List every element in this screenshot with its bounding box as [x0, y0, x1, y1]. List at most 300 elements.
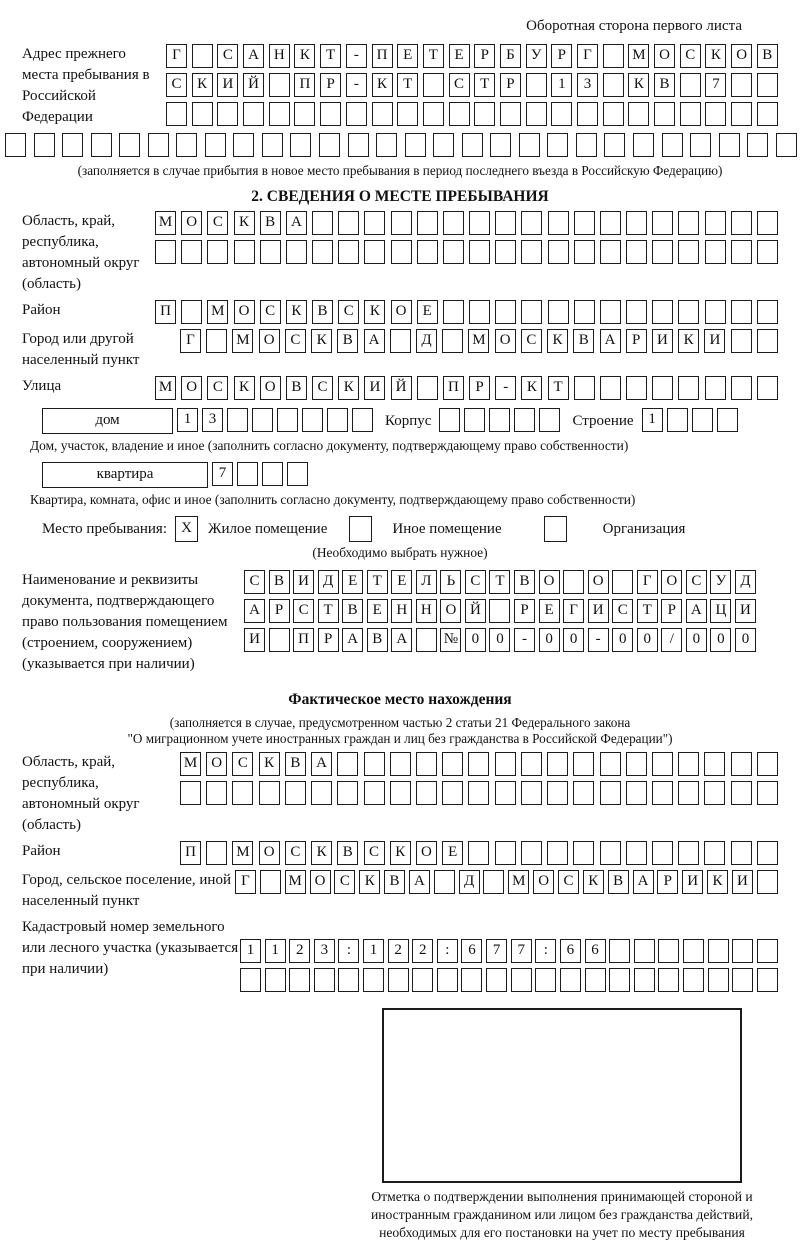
char-cell[interactable]	[692, 408, 713, 432]
char-cell[interactable]	[462, 133, 483, 157]
char-cell[interactable]	[234, 240, 255, 264]
char-cell[interactable]	[652, 211, 673, 235]
char-cell[interactable]: Г	[637, 570, 658, 594]
char-cell[interactable]	[705, 376, 726, 400]
char-cell[interactable]	[573, 752, 594, 776]
char-cell[interactable]	[437, 968, 458, 992]
char-cell[interactable]	[442, 752, 463, 776]
char-cell[interactable]	[363, 968, 384, 992]
char-cell[interactable]	[469, 211, 490, 235]
char-cell[interactable]: О	[206, 752, 227, 776]
char-cell[interactable]: №	[440, 628, 461, 652]
char-cell[interactable]: 7	[705, 73, 726, 97]
char-cell[interactable]: В	[342, 599, 363, 623]
char-cell[interactable]	[680, 102, 701, 126]
char-cell[interactable]	[405, 133, 426, 157]
char-cell[interactable]	[563, 570, 584, 594]
char-cell[interactable]	[600, 300, 621, 324]
char-cell[interactable]	[180, 781, 201, 805]
char-cell[interactable]: Т	[474, 73, 495, 97]
char-cell[interactable]: А	[342, 628, 363, 652]
char-cell[interactable]	[352, 408, 373, 432]
char-cell[interactable]	[442, 781, 463, 805]
char-cell[interactable]	[192, 102, 213, 126]
char-cell[interactable]	[705, 240, 726, 264]
char-cell[interactable]: 2	[412, 939, 433, 963]
char-cell[interactable]: 3	[577, 73, 598, 97]
char-cell[interactable]: У	[526, 44, 547, 68]
char-cell[interactable]: П	[372, 44, 393, 68]
char-cell[interactable]	[495, 300, 516, 324]
char-cell[interactable]: В	[269, 570, 290, 594]
char-cell[interactable]: М	[155, 376, 176, 400]
char-cell[interactable]: О	[588, 570, 609, 594]
char-cell[interactable]	[652, 240, 673, 264]
char-cell[interactable]: С	[207, 376, 228, 400]
checkbox-other-premises[interactable]	[349, 516, 372, 542]
char-cell[interactable]	[633, 133, 654, 157]
char-cell[interactable]	[535, 968, 556, 992]
char-cell[interactable]	[495, 211, 516, 235]
char-cell[interactable]: И	[735, 599, 756, 623]
char-cell[interactable]	[526, 73, 547, 97]
char-cell[interactable]	[731, 329, 752, 353]
char-cell[interactable]	[626, 376, 647, 400]
char-cell[interactable]: Й	[243, 73, 264, 97]
char-cell[interactable]: В	[757, 44, 778, 68]
char-cell[interactable]	[612, 570, 633, 594]
char-cell[interactable]	[683, 968, 704, 992]
char-cell[interactable]: Й	[465, 599, 486, 623]
char-cell[interactable]	[91, 133, 112, 157]
char-cell[interactable]: 1	[551, 73, 572, 97]
char-cell[interactable]	[662, 133, 683, 157]
char-cell[interactable]: Г	[235, 870, 256, 894]
char-cell[interactable]	[390, 781, 411, 805]
char-cell[interactable]: Д	[459, 870, 480, 894]
char-cell[interactable]	[433, 133, 454, 157]
char-cell[interactable]	[626, 211, 647, 235]
char-cell[interactable]	[708, 968, 729, 992]
char-cell[interactable]: -	[495, 376, 516, 400]
char-cell[interactable]: К	[338, 376, 359, 400]
char-cell[interactable]	[757, 240, 778, 264]
char-cell[interactable]	[757, 939, 778, 963]
char-cell[interactable]	[364, 752, 385, 776]
char-cell[interactable]: К	[364, 300, 385, 324]
char-cell[interactable]	[603, 102, 624, 126]
char-cell[interactable]: А	[391, 628, 412, 652]
char-cell[interactable]	[416, 628, 437, 652]
char-cell[interactable]	[521, 211, 542, 235]
char-cell[interactable]	[469, 300, 490, 324]
char-cell[interactable]: П	[180, 841, 201, 865]
char-cell[interactable]: О	[181, 376, 202, 400]
char-cell[interactable]: М	[508, 870, 529, 894]
char-cell[interactable]: А	[311, 752, 332, 776]
char-cell[interactable]	[495, 781, 516, 805]
char-cell[interactable]: О	[539, 570, 560, 594]
char-cell[interactable]: К	[390, 841, 411, 865]
char-cell[interactable]: Д	[318, 570, 339, 594]
char-cell[interactable]	[449, 102, 470, 126]
char-cell[interactable]	[667, 408, 688, 432]
char-cell[interactable]: М	[285, 870, 306, 894]
char-cell[interactable]	[600, 211, 621, 235]
char-cell[interactable]: Г	[166, 44, 187, 68]
char-cell[interactable]	[259, 781, 280, 805]
char-cell[interactable]	[603, 44, 624, 68]
char-cell[interactable]: 0	[465, 628, 486, 652]
char-cell[interactable]	[654, 102, 675, 126]
char-cell[interactable]	[585, 968, 606, 992]
char-cell[interactable]: Т	[548, 376, 569, 400]
char-cell[interactable]: М	[180, 752, 201, 776]
char-cell[interactable]	[364, 781, 385, 805]
char-cell[interactable]	[346, 102, 367, 126]
char-cell[interactable]: М	[207, 300, 228, 324]
char-cell[interactable]: 7	[212, 462, 233, 486]
char-cell[interactable]	[757, 781, 778, 805]
char-cell[interactable]	[526, 102, 547, 126]
char-cell[interactable]	[652, 376, 673, 400]
char-cell[interactable]	[609, 968, 630, 992]
char-cell[interactable]: С	[338, 300, 359, 324]
char-cell[interactable]: 2	[388, 939, 409, 963]
char-cell[interactable]	[574, 240, 595, 264]
char-cell[interactable]: 1	[240, 939, 261, 963]
char-cell[interactable]	[521, 752, 542, 776]
char-cell[interactable]: И	[704, 329, 725, 353]
char-cell[interactable]	[747, 133, 768, 157]
char-cell[interactable]	[678, 781, 699, 805]
char-cell[interactable]: С	[312, 376, 333, 400]
char-cell[interactable]: И	[588, 599, 609, 623]
char-cell[interactable]	[603, 73, 624, 97]
char-cell[interactable]: С	[612, 599, 633, 623]
char-cell[interactable]	[240, 968, 261, 992]
char-cell[interactable]: 1	[265, 939, 286, 963]
char-cell[interactable]: К	[234, 376, 255, 400]
char-cell[interactable]: О	[440, 599, 461, 623]
char-cell[interactable]: Р	[657, 870, 678, 894]
char-cell[interactable]: В	[337, 841, 358, 865]
char-cell[interactable]: Н	[391, 599, 412, 623]
char-cell[interactable]: В	[573, 329, 594, 353]
char-cell[interactable]: С	[686, 570, 707, 594]
char-cell[interactable]	[327, 408, 348, 432]
char-cell[interactable]: В	[367, 628, 388, 652]
char-cell[interactable]	[338, 240, 359, 264]
char-cell[interactable]: В	[514, 570, 535, 594]
char-cell[interactable]	[500, 102, 521, 126]
char-cell[interactable]	[464, 408, 485, 432]
char-cell[interactable]	[574, 376, 595, 400]
char-cell[interactable]	[388, 968, 409, 992]
char-cell[interactable]	[232, 781, 253, 805]
char-cell[interactable]	[776, 133, 797, 157]
char-cell[interactable]: В	[384, 870, 405, 894]
char-cell[interactable]	[483, 870, 504, 894]
char-cell[interactable]	[364, 211, 385, 235]
char-cell[interactable]	[731, 376, 752, 400]
char-cell[interactable]: Б	[500, 44, 521, 68]
char-cell[interactable]	[547, 752, 568, 776]
char-cell[interactable]	[155, 240, 176, 264]
char-cell[interactable]	[489, 599, 510, 623]
char-cell[interactable]	[443, 211, 464, 235]
char-cell[interactable]	[634, 968, 655, 992]
char-cell[interactable]: Е	[539, 599, 560, 623]
char-cell[interactable]: 0	[686, 628, 707, 652]
char-cell[interactable]	[519, 133, 540, 157]
char-cell[interactable]	[262, 133, 283, 157]
char-cell[interactable]	[269, 102, 290, 126]
char-cell[interactable]	[412, 968, 433, 992]
char-cell[interactable]	[207, 240, 228, 264]
char-cell[interactable]	[269, 73, 290, 97]
char-cell[interactable]: 0	[735, 628, 756, 652]
char-cell[interactable]	[731, 102, 752, 126]
char-cell[interactable]: К	[311, 841, 332, 865]
char-cell[interactable]: Р	[320, 73, 341, 97]
char-cell[interactable]: О	[495, 329, 516, 353]
char-cell[interactable]	[658, 939, 679, 963]
char-cell[interactable]: С	[285, 841, 306, 865]
char-cell[interactable]: С	[465, 570, 486, 594]
char-cell[interactable]	[312, 211, 333, 235]
char-cell[interactable]	[731, 781, 752, 805]
char-cell[interactable]: А	[409, 870, 430, 894]
char-cell[interactable]	[285, 781, 306, 805]
char-cell[interactable]	[547, 841, 568, 865]
char-cell[interactable]	[548, 240, 569, 264]
char-cell[interactable]	[206, 329, 227, 353]
char-cell[interactable]	[290, 133, 311, 157]
char-cell[interactable]	[717, 408, 738, 432]
char-cell[interactable]: Л	[416, 570, 437, 594]
char-cell[interactable]	[314, 968, 335, 992]
char-cell[interactable]: И	[244, 628, 265, 652]
char-cell[interactable]: О	[260, 376, 281, 400]
char-cell[interactable]: К	[705, 44, 726, 68]
char-cell[interactable]	[626, 240, 647, 264]
char-cell[interactable]	[628, 102, 649, 126]
char-cell[interactable]: 0	[637, 628, 658, 652]
char-cell[interactable]	[338, 968, 359, 992]
char-cell[interactable]: Ц	[710, 599, 731, 623]
char-cell[interactable]	[704, 841, 725, 865]
char-cell[interactable]: А	[633, 870, 654, 894]
char-cell[interactable]: И	[682, 870, 703, 894]
char-cell[interactable]: Р	[661, 599, 682, 623]
char-cell[interactable]	[705, 211, 726, 235]
char-cell[interactable]	[243, 102, 264, 126]
char-cell[interactable]	[490, 133, 511, 157]
char-cell[interactable]: В	[337, 329, 358, 353]
char-cell[interactable]	[731, 300, 752, 324]
char-cell[interactable]: Р	[500, 73, 521, 97]
char-cell[interactable]: 0	[539, 628, 560, 652]
char-cell[interactable]	[690, 133, 711, 157]
char-cell[interactable]: В	[608, 870, 629, 894]
char-cell[interactable]	[319, 133, 340, 157]
char-cell[interactable]	[181, 300, 202, 324]
char-cell[interactable]: Р	[469, 376, 490, 400]
char-cell[interactable]: С	[217, 44, 238, 68]
char-cell[interactable]	[731, 211, 752, 235]
char-cell[interactable]	[600, 240, 621, 264]
char-cell[interactable]: А	[686, 599, 707, 623]
char-cell[interactable]: Е	[449, 44, 470, 68]
char-cell[interactable]: К	[547, 329, 568, 353]
char-cell[interactable]: С	[449, 73, 470, 97]
char-cell[interactable]: С	[207, 211, 228, 235]
char-cell[interactable]	[486, 968, 507, 992]
char-cell[interactable]	[205, 133, 226, 157]
flat-type-box[interactable]: квартира	[42, 462, 208, 488]
checkbox-organization[interactable]	[544, 516, 567, 542]
char-cell[interactable]	[626, 841, 647, 865]
char-cell[interactable]: А	[244, 599, 265, 623]
char-cell[interactable]: Р	[269, 599, 290, 623]
char-cell[interactable]	[548, 300, 569, 324]
char-cell[interactable]: У	[710, 570, 731, 594]
char-cell[interactable]	[600, 781, 621, 805]
char-cell[interactable]	[237, 462, 258, 486]
char-cell[interactable]: А	[286, 211, 307, 235]
char-cell[interactable]	[206, 841, 227, 865]
char-cell[interactable]: Т	[397, 73, 418, 97]
char-cell[interactable]	[705, 102, 726, 126]
char-cell[interactable]	[5, 133, 26, 157]
char-cell[interactable]: Ь	[440, 570, 461, 594]
char-cell[interactable]: М	[155, 211, 176, 235]
char-cell[interactable]	[260, 870, 281, 894]
char-cell[interactable]	[705, 300, 726, 324]
char-cell[interactable]	[539, 408, 560, 432]
char-cell[interactable]	[547, 781, 568, 805]
char-cell[interactable]	[294, 102, 315, 126]
char-cell[interactable]: :	[535, 939, 556, 963]
char-cell[interactable]	[573, 781, 594, 805]
char-cell[interactable]	[289, 968, 310, 992]
char-cell[interactable]	[704, 752, 725, 776]
char-cell[interactable]	[757, 968, 778, 992]
char-cell[interactable]: 1	[363, 939, 384, 963]
char-cell[interactable]: Г	[180, 329, 201, 353]
char-cell[interactable]: 3	[202, 408, 223, 432]
char-cell[interactable]	[573, 841, 594, 865]
char-cell[interactable]: С	[680, 44, 701, 68]
char-cell[interactable]	[391, 211, 412, 235]
char-cell[interactable]: Е	[417, 300, 438, 324]
char-cell[interactable]: А	[243, 44, 264, 68]
char-cell[interactable]: О	[310, 870, 331, 894]
char-cell[interactable]: Р	[551, 44, 572, 68]
char-cell[interactable]	[286, 240, 307, 264]
char-cell[interactable]	[119, 133, 140, 157]
char-cell[interactable]	[287, 462, 308, 486]
char-cell[interactable]	[277, 408, 298, 432]
char-cell[interactable]	[468, 781, 489, 805]
char-cell[interactable]: В	[260, 211, 281, 235]
char-cell[interactable]	[547, 133, 568, 157]
char-cell[interactable]: 2	[289, 939, 310, 963]
char-cell[interactable]	[442, 329, 463, 353]
char-cell[interactable]	[574, 300, 595, 324]
char-cell[interactable]	[757, 211, 778, 235]
char-cell[interactable]	[34, 133, 55, 157]
char-cell[interactable]: О	[654, 44, 675, 68]
char-cell[interactable]	[181, 240, 202, 264]
char-cell[interactable]	[469, 240, 490, 264]
char-cell[interactable]	[732, 939, 753, 963]
char-cell[interactable]	[312, 240, 333, 264]
char-cell[interactable]	[252, 408, 273, 432]
char-cell[interactable]: Р	[514, 599, 535, 623]
char-cell[interactable]	[719, 133, 740, 157]
char-cell[interactable]: О	[533, 870, 554, 894]
char-cell[interactable]	[757, 376, 778, 400]
char-cell[interactable]	[757, 73, 778, 97]
char-cell[interactable]: С	[334, 870, 355, 894]
char-cell[interactable]	[311, 781, 332, 805]
char-cell[interactable]	[574, 211, 595, 235]
char-cell[interactable]: П	[443, 376, 464, 400]
char-cell[interactable]: М	[628, 44, 649, 68]
char-cell[interactable]: О	[259, 329, 280, 353]
char-cell[interactable]: К	[234, 211, 255, 235]
char-cell[interactable]: 3	[314, 939, 335, 963]
char-cell[interactable]: О	[416, 841, 437, 865]
char-cell[interactable]	[495, 752, 516, 776]
char-cell[interactable]	[416, 752, 437, 776]
char-cell[interactable]	[678, 240, 699, 264]
char-cell[interactable]: О	[181, 211, 202, 235]
char-cell[interactable]: Е	[391, 570, 412, 594]
char-cell[interactable]	[391, 240, 412, 264]
char-cell[interactable]: О	[234, 300, 255, 324]
char-cell[interactable]	[417, 376, 438, 400]
char-cell[interactable]	[521, 841, 542, 865]
char-cell[interactable]	[757, 300, 778, 324]
char-cell[interactable]: С	[285, 329, 306, 353]
char-cell[interactable]: К	[678, 329, 699, 353]
char-cell[interactable]: С	[521, 329, 542, 353]
checkbox-residential[interactable]: X	[175, 516, 198, 542]
char-cell[interactable]: 6	[585, 939, 606, 963]
char-cell[interactable]	[265, 968, 286, 992]
char-cell[interactable]	[302, 408, 323, 432]
char-cell[interactable]	[461, 968, 482, 992]
char-cell[interactable]	[704, 781, 725, 805]
char-cell[interactable]: К	[286, 300, 307, 324]
char-cell[interactable]: -	[346, 73, 367, 97]
char-cell[interactable]: К	[311, 329, 332, 353]
char-cell[interactable]	[439, 408, 460, 432]
char-cell[interactable]	[521, 300, 542, 324]
char-cell[interactable]: С	[260, 300, 281, 324]
char-cell[interactable]	[521, 781, 542, 805]
char-cell[interactable]: Т	[637, 599, 658, 623]
char-cell[interactable]: В	[286, 376, 307, 400]
char-cell[interactable]	[474, 102, 495, 126]
char-cell[interactable]	[658, 968, 679, 992]
char-cell[interactable]: С	[558, 870, 579, 894]
char-cell[interactable]: 6	[560, 939, 581, 963]
char-cell[interactable]: К	[628, 73, 649, 97]
